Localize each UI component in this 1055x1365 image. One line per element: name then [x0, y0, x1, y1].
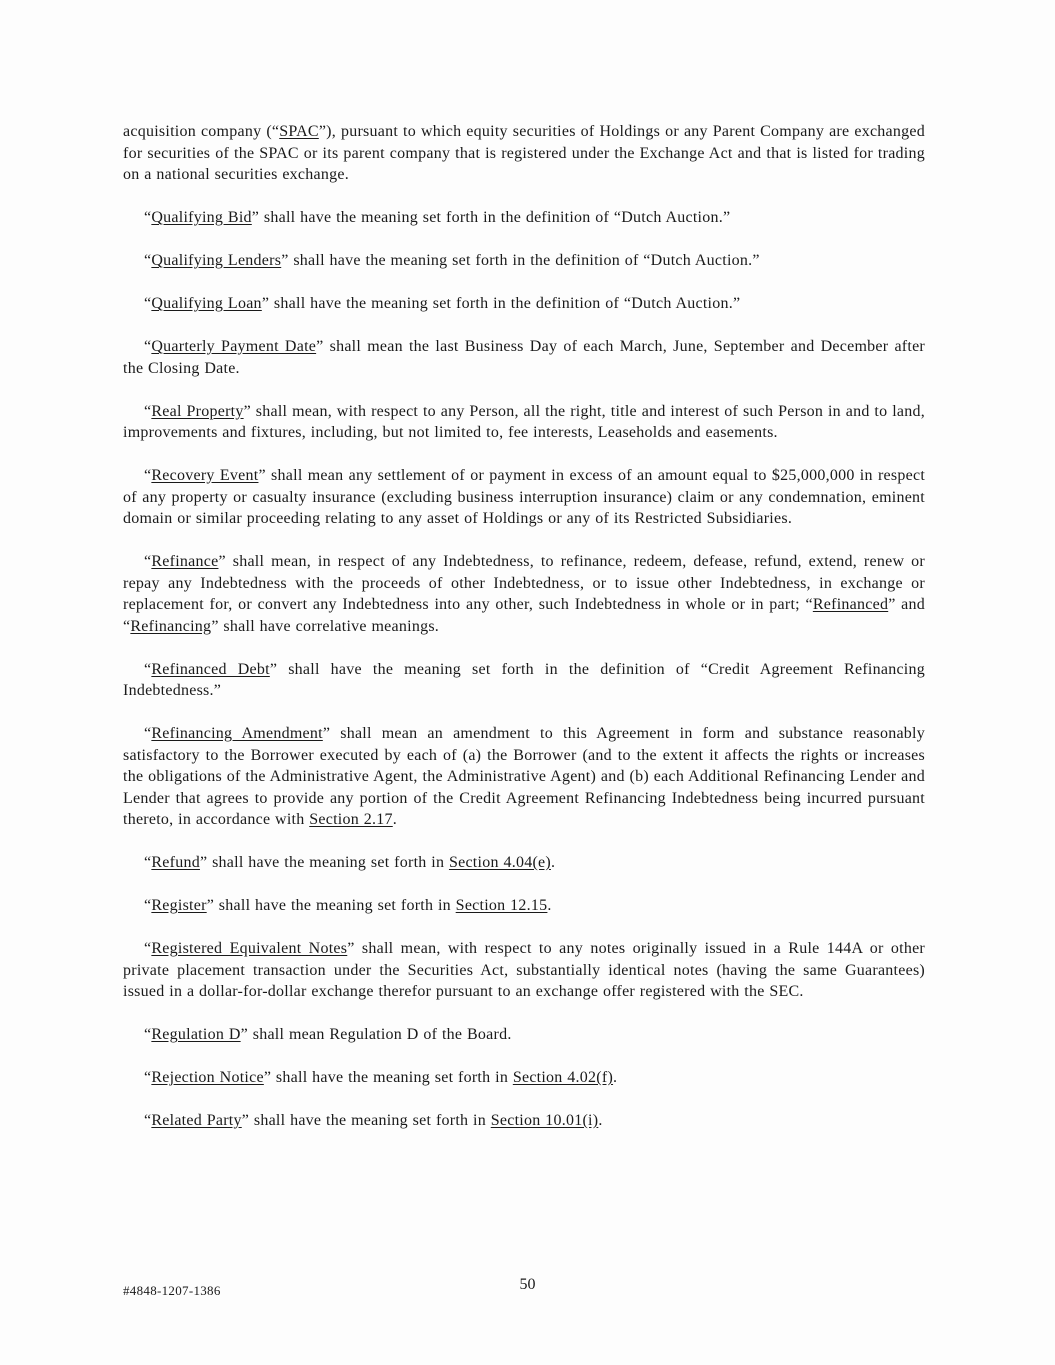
paragraph-text: “: [144, 1112, 152, 1129]
paragraph-text: .: [598, 1112, 603, 1129]
defined-term: Section 2.17: [309, 811, 393, 828]
defined-term: Refinancing: [130, 617, 212, 635]
defined-term: Register: [151, 897, 207, 914]
paragraph-text: .: [392, 811, 397, 828]
paragraph: [123, 895, 925, 917]
paragraph-text: “: [144, 897, 152, 914]
defined-term: Section 12.15: [455, 897, 548, 914]
paragraph-text: ” shall mean, in respect of any Indebtedness, to refinance, redeem, defease, refund, extend, renew or repay any Indebtedness with the proceeds of other Indebtedness, or to issue other Indebtedness, in exchange or replacement for, or convert any Indebtedness into any other, such Indebtedness in whole or in part; “: [123, 553, 925, 613]
paragraph: [123, 465, 925, 530]
defined-term: Section 4.02(f): [512, 1069, 614, 1086]
paragraph: [123, 121, 925, 186]
defined-term: Refinance: [151, 553, 219, 570]
defined-term: SPAC: [279, 123, 319, 140]
paragraph: [123, 551, 925, 637]
paragraph-text: “: [144, 467, 152, 484]
footer-page-number: 50: [519, 1276, 536, 1293]
defined-term: Regulation D: [151, 1026, 241, 1043]
paragraph-text: “: [144, 553, 152, 570]
defined-term: Qualifying Bid: [151, 209, 252, 226]
footer-doc-number: #4848-1207-1386: [123, 1283, 221, 1298]
paragraph: [123, 250, 925, 272]
paragraph-text: ” shall mean the last Business Day of each March, June, September and December after the Closing Date.: [123, 338, 925, 377]
paragraph: [123, 1067, 925, 1089]
defined-term: Section 10.01(i): [490, 1112, 599, 1129]
paragraph-text: ” shall have correlative meanings.: [211, 617, 440, 635]
paragraph: [123, 723, 925, 831]
paragraph-text: .: [550, 854, 556, 871]
paragraph-text: “: [144, 1069, 152, 1086]
paragraph-text: ” shall have the meaning set forth in: [241, 1112, 491, 1129]
paragraph: [123, 852, 925, 874]
paragraph-text: “: [144, 1026, 152, 1043]
paragraph: [123, 659, 925, 702]
paragraph: [123, 207, 925, 229]
paragraph-text: ” shall have the meaning set forth in: [263, 1069, 513, 1086]
defined-term: Refinanced Debt: [151, 660, 270, 678]
defined-term: Refinancing Amendment: [151, 725, 323, 742]
paragraph-text: “: [144, 940, 152, 957]
paragraph: [123, 293, 925, 315]
paragraph-text: “: [144, 402, 152, 420]
paragraph: [123, 938, 925, 1003]
paragraph-text: ” shall mean Regulation D of the Board.: [240, 1026, 512, 1043]
paragraph-text: ” shall mean, with respect to any notes originally issued in a Rule 144A or other private placement transaction under the Securities Act, substantially identical notes (having the same Guarantees) issued in a dollar-for-dollar exchange therefor pursuant to an exchange offer registered with the SEC.: [123, 940, 926, 1000]
paragraph-text: “: [144, 725, 152, 742]
paragraph-text: “: [144, 252, 152, 269]
paragraph-text: “: [144, 295, 152, 312]
paragraph: [123, 336, 925, 379]
paragraph-text: “: [144, 209, 152, 226]
paragraph-text: “: [144, 854, 152, 871]
defined-term: Registered Equivalent Notes: [151, 940, 348, 957]
defined-term: Real Property: [151, 402, 244, 420]
paragraph-text: ” shall have the meaning set forth in the definition of “Dutch Auction.”: [281, 252, 760, 269]
defined-term: Section 4.04(e): [448, 854, 551, 871]
paragraph-text: acquisition company (“: [123, 123, 280, 140]
defined-term: Refund: [151, 854, 200, 871]
paragraph-text: “: [144, 338, 152, 355]
paragraph-text: ” shall have the meaning set forth in the definition of “Dutch Auction.”: [261, 295, 741, 312]
defined-term: Qualifying Loan: [151, 295, 262, 312]
paragraph-text: ” shall mean an amendment to this Agreement in form and substance reasonably satisfactory to the Borrower executed by each of (a) the Borrower (and to the extent it affects the rights or increases the obligations of the Administrative Agent, the Administrative Agent) and (b) each Additional Refinancing Lender and Lender that agrees to provide any portion of the Credit Agreement Refinancing Indebtedness being incurred pursuant thereto, in accordance with: [123, 725, 925, 828]
defined-term: Quarterly Payment Date: [151, 338, 317, 355]
defined-term: Related Party: [151, 1112, 242, 1129]
defined-term: Qualifying Lenders: [151, 252, 282, 269]
paragraph-text: ” shall have the meaning set forth in the definition of “Dutch Auction.”: [251, 209, 731, 226]
paragraph-text: ” shall mean any settlement of or payment in excess of an amount equal to $25,000,000 in respect of any property or casualty insurance (excluding business interruption insurance) claim or any condemnation, eminent domain or similar proceeding relating to any asset of Holdings or any of its Restricted Subsidiaries.: [123, 467, 926, 527]
paragraph: [123, 1110, 925, 1132]
defined-term: Refinanced: [812, 596, 889, 613]
paragraph-text: ”), pursuant to which equity securities of Holdings or any Parent Company are exchanged for securities of the SPAC or its parent company that is registered under the Exchange Act and that is listed for trading on a national securities exchange.: [123, 123, 925, 183]
paragraph-text: ” shall mean, with respect to any Person, all the right, title and interest of such Person in and to land, improvements and fixtures, including, but not limited to, fee interests, Leaseholds and easements.: [123, 402, 926, 441]
paragraph-text: ” shall have the meaning set forth in the definition of “Credit Agreement Refinancing Indebtedness.”: [123, 660, 925, 699]
paragraph-text: .: [613, 1069, 618, 1086]
defined-term: Recovery Event: [151, 467, 259, 484]
paragraph-text: ” shall have the meaning set forth in: [206, 897, 456, 914]
defined-term: Rejection Notice: [151, 1069, 264, 1086]
document-body: [123, 121, 925, 1153]
paragraph-text: ” and “: [123, 596, 926, 635]
paragraph: [123, 401, 925, 444]
paragraph: [123, 1024, 925, 1046]
paragraph-text: ” shall have the meaning set forth in: [199, 854, 449, 871]
paragraph-text: “: [144, 660, 152, 678]
paragraph-text: .: [547, 897, 552, 914]
